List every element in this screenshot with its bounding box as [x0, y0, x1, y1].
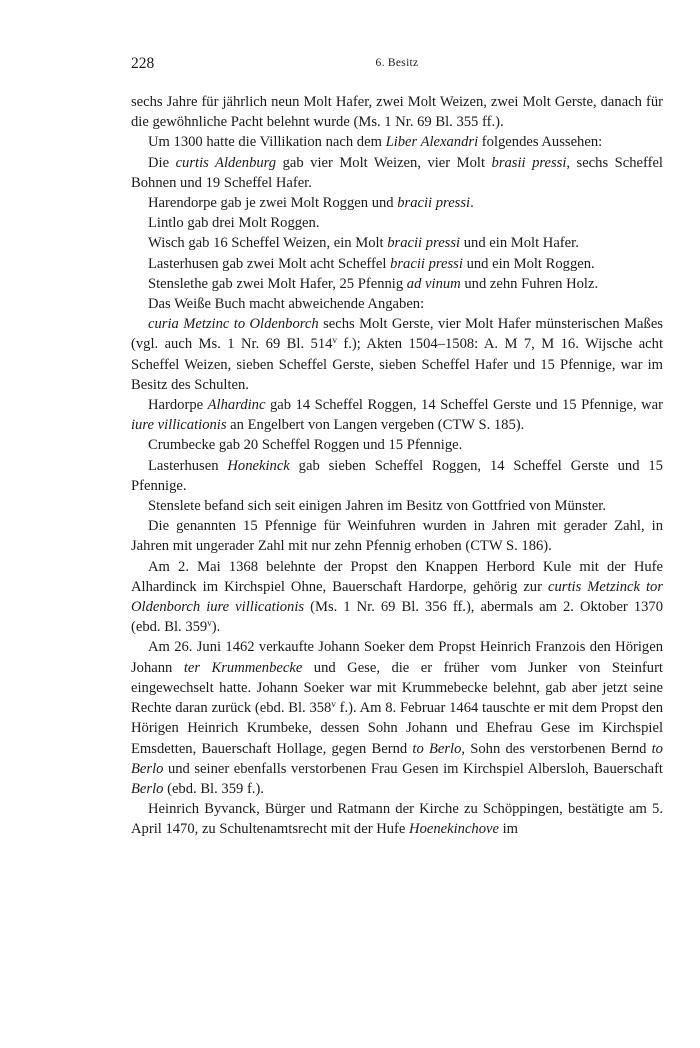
- body-text: [131, 92, 663, 840]
- text-run: und ein Molt Hafer.: [460, 235, 579, 252]
- running-head: 6. Besitz: [375, 57, 419, 69]
- text-run: f.); Akten 1504–1508: A. M 7, M 16. Wijsche acht Scheffel Weizen, sieben Scheffel Gerste, sieben Scheffel Hafer und 15 Pfennige, war im Besitz des Schulten.: [131, 336, 663, 393]
- paragraph: [131, 92, 663, 132]
- italic-text: Hoenekinchove: [409, 821, 499, 838]
- text-run: Crumbecke gab 20 Scheffel Roggen und 15 Pfennige.: [148, 437, 463, 454]
- text-run: sechs Molt Gerste, vier Molt Hafer münsterischen Maßes (vgl. auch Ms. 1 Nr. 69 Bl. 514: [131, 316, 663, 353]
- italic-text: to Berlo: [412, 740, 462, 757]
- italic-text: ad vinum: [406, 275, 461, 292]
- paragraph: [131, 314, 663, 395]
- paragraph: [131, 193, 663, 213]
- text-run: , Sohn des verstorbenen Bernd: [461, 740, 652, 757]
- paragraph: [131, 294, 663, 314]
- italic-text: ter Krummenbecke: [183, 659, 303, 676]
- italic-text: bracii pressi: [397, 195, 471, 212]
- text-run: Um 1300 hatte die Villikation nach dem: [148, 134, 386, 151]
- text-run: und seiner ebenfalls verstorbenen Frau Gesen im Kirchspiel Albersloh, Bauerschaft: [163, 760, 663, 777]
- text-run: (Ms. 1 Nr. 69 Bl. 356 ff.), abermals am 2. Oktober 1370 (ebd. Bl. 359: [131, 599, 664, 636]
- text-run: Lintlo gab drei Molt Roggen.: [148, 215, 320, 232]
- paragraph: [131, 153, 663, 193]
- italic-text: Liber Alexandri: [385, 134, 479, 151]
- superscript: v: [331, 699, 336, 710]
- text-run: Lasterhusen: [148, 457, 228, 474]
- italic-text: brasii pressi: [491, 154, 567, 171]
- italic-text: Berlo: [131, 780, 164, 797]
- text-run: Die: [148, 154, 176, 171]
- text-run: f.). Am 8. Februar 1464 tauschte er mit dem Propst den Hörigen Heinrich Krumbeke, dessen Sohn Johann und Ehefrau Gese im Kirchspiel Emsdetten, Bauerschaft Hollage, gegen Bernd: [131, 700, 663, 757]
- italic-text: to Berlo: [131, 740, 663, 777]
- italic-text: bracii pressi: [387, 235, 461, 252]
- text-run: und Gese, die er früher vom Junker von Steinfurt eingewechselt hatte. Johann Soeker war mit Krummebecke belehnt, gab aber jetzt seine Rechte daran zurück (ebd. Bl. 358: [131, 659, 663, 717]
- paragraph: [131, 213, 663, 233]
- paragraph: [131, 132, 663, 152]
- italic-text: Alhardinc: [207, 397, 266, 414]
- text-run: Harendorpe gab je zwei Molt Roggen und: [148, 195, 398, 212]
- paragraph: [131, 395, 663, 435]
- text-run: folgendes Aussehen:: [478, 134, 603, 151]
- italic-text: curtis Metzinck tor Oldenborch iure villicationis: [131, 578, 664, 616]
- text-run: und ein Molt Roggen.: [462, 255, 595, 272]
- text-run: Das Weiße Buch macht abweichende Angaben:: [148, 296, 425, 313]
- paragraph: [131, 637, 663, 799]
- text-run: Lasterhusen gab zwei Molt acht Scheffel: [148, 255, 391, 272]
- italic-text: curtis Aldenburg: [175, 154, 277, 171]
- text-run: gab 14 Scheffel Roggen, 14 Scheffel Gerste und 15 Pfennige, war: [265, 397, 664, 414]
- text-run: Hardorpe: [148, 397, 208, 414]
- text-run: Am 26. Juni 1462 verkaufte Johann Soeker dem Propst Heinrich Franzois den Hörigen Johann: [131, 639, 663, 676]
- paragraph: [131, 254, 663, 274]
- paragraph: [131, 516, 663, 556]
- paragraph: [131, 456, 663, 496]
- text-run: Stenslethe gab zwei Molt Hafer, 25 Pfennig: [148, 275, 407, 292]
- paragraph: [131, 435, 663, 455]
- page-number: 228: [131, 55, 155, 72]
- text-run: (ebd. Bl. 359 f.).: [163, 780, 264, 797]
- text-run: .: [470, 195, 474, 212]
- page-header: [131, 55, 663, 75]
- paragraph: [131, 557, 663, 638]
- paragraph: [131, 799, 663, 839]
- text-run: , sechs Scheffel Bohnen und 19 Scheffel Hafer.: [131, 154, 663, 191]
- paragraph: [131, 233, 663, 253]
- text-run: Stenslete befand sich seit einigen Jahren im Besitz von Gottfried von Münster.: [148, 498, 606, 515]
- paragraph: [131, 496, 663, 516]
- superscript: v: [207, 618, 212, 629]
- text-run: Am 2. Mai 1368 belehnte der Propst den Knappen Herbord Kule mit der Hufe Alhardinck im Kirchspiel Ohne, Bauerschaft Hardorpe, gehörig zur: [131, 558, 663, 595]
- text-run: Die genannten 15 Pfennige für Weinfuhren wurden in Jahren mit gerader Zahl, in Jahren mit ungerader Zahl mit nur zehn Pfennig erhoben (CTW S. 186).: [131, 518, 663, 555]
- italic-text: Honekinck: [227, 457, 290, 474]
- italic-text: iure villicationis: [131, 417, 227, 434]
- paragraph: [131, 274, 663, 294]
- text-run: ).: [211, 619, 221, 636]
- text-run: sechs Jahre für jährlich neun Molt Hafer, zwei Molt Weizen, zwei Molt Gerste, danach für die gewöhnliche Pacht belehnt wurde (Ms. 1 Nr. 69 Bl. 355 ff.).: [131, 94, 663, 131]
- text-run: und zehn Fuhren Holz.: [460, 275, 599, 292]
- text-run: im: [498, 821, 519, 838]
- text-run: gab sieben Scheffel Roggen, 14 Scheffel Gerste und 15 Pfennige.: [131, 457, 663, 494]
- text-run: an Engelbert von Langen vergeben (CTW S. 185).: [226, 417, 525, 434]
- superscript: v: [332, 335, 337, 346]
- text-run: Heinrich Byvanck, Bürger und Ratmann der Kirche zu Schöppingen, bestätigte am 5. April 1470, zu Schultenamtsrecht mit der Hufe: [131, 801, 663, 838]
- italic-text: bracii pressi: [390, 255, 463, 272]
- italic-text: curia Metzinc to Oldenborch: [148, 316, 319, 333]
- text-run: Wisch gab 16 Scheffel Weizen, ein Molt: [148, 235, 388, 252]
- text-run: gab vier Molt Weizen, vier Molt: [276, 154, 492, 171]
